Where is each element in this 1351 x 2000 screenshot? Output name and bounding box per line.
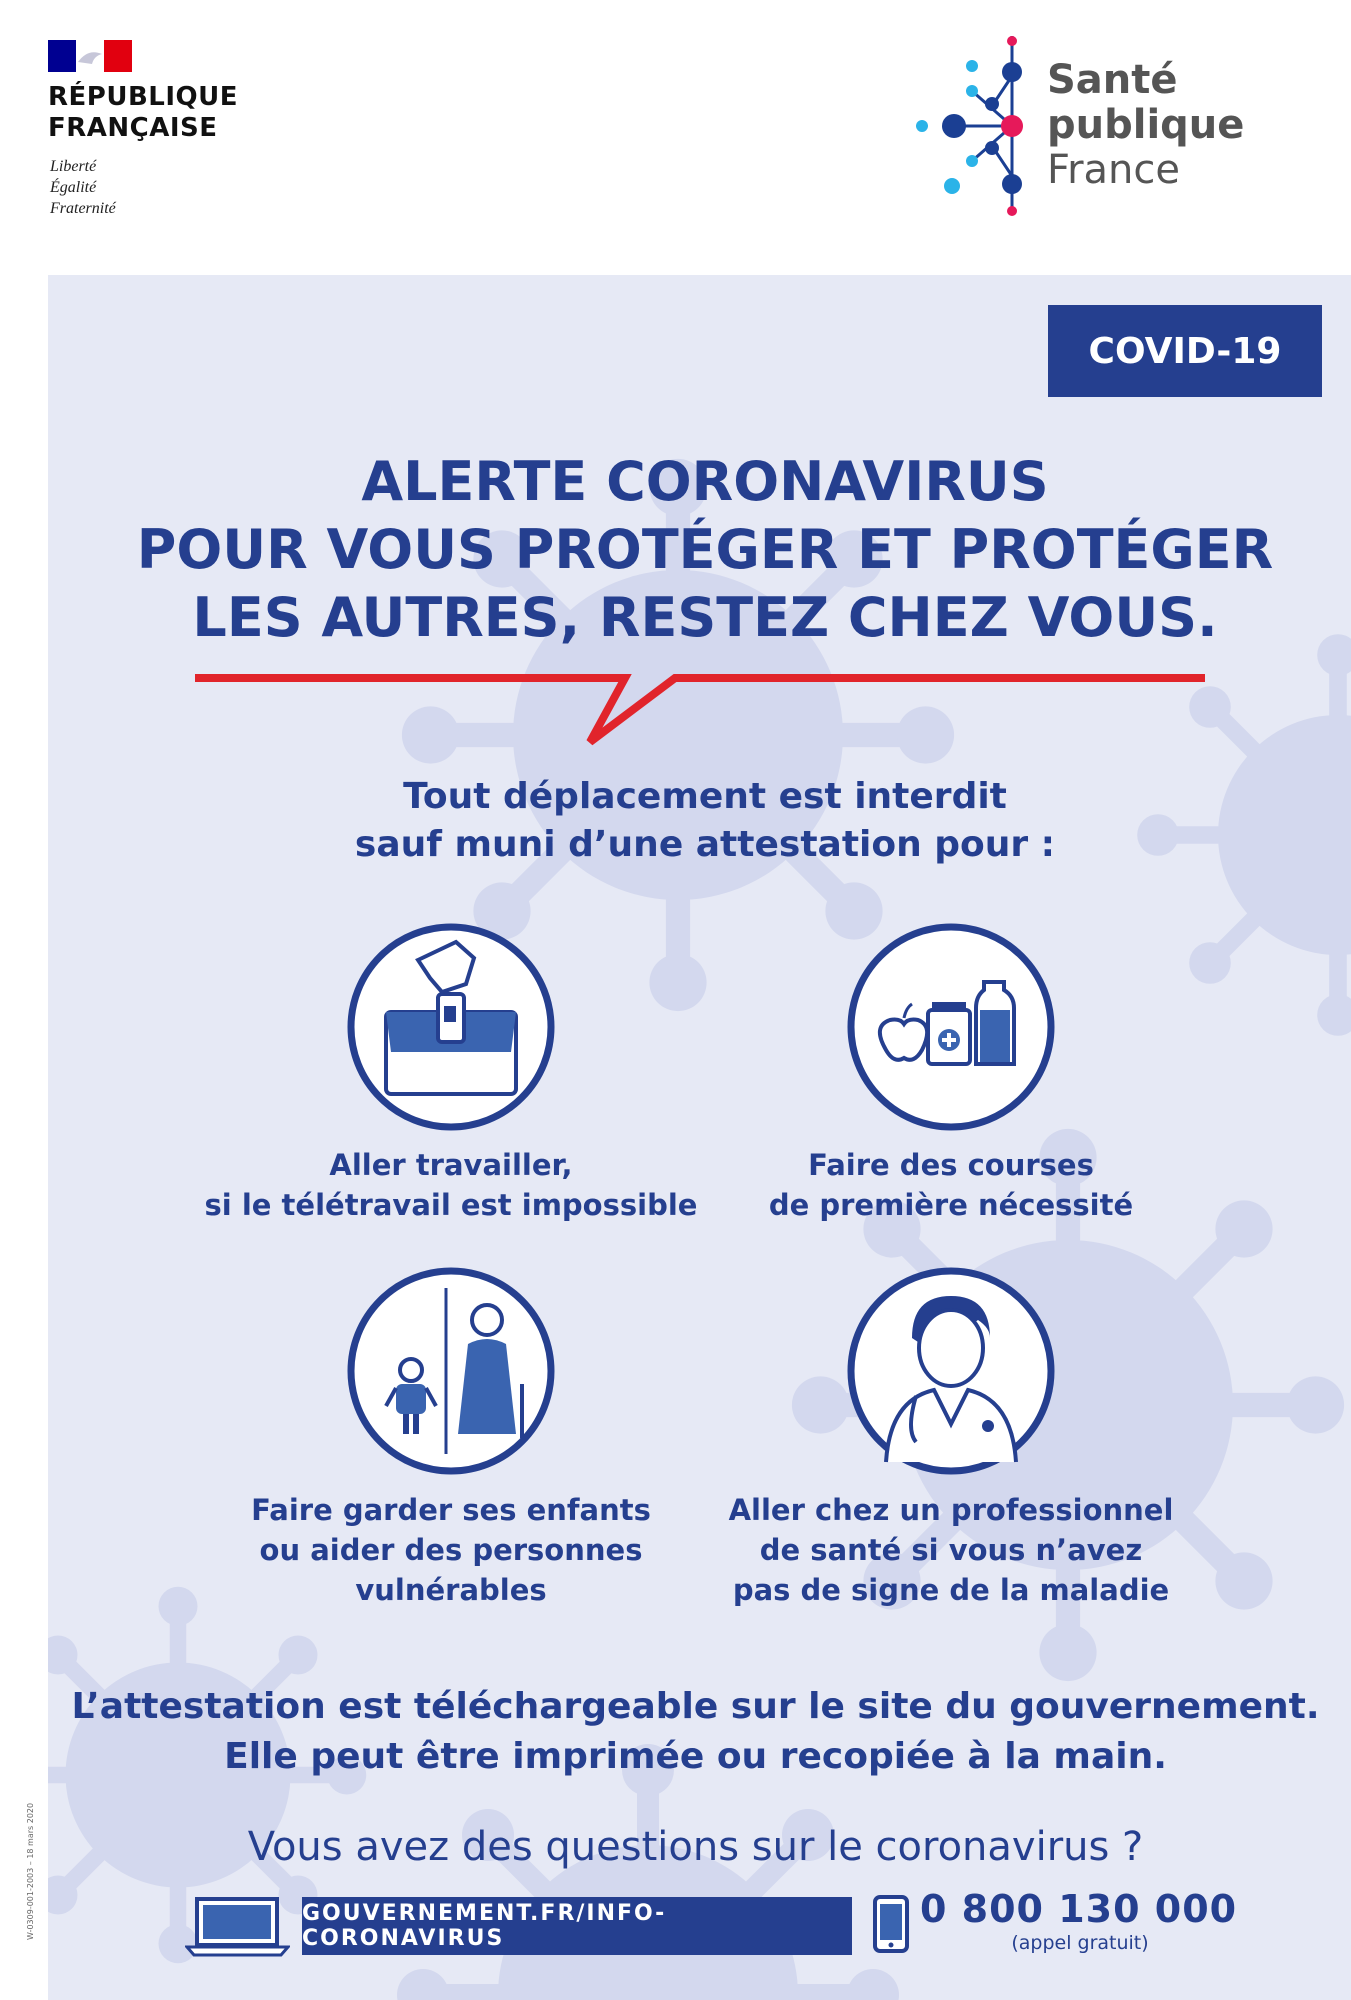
hotline-number[interactable]: 0 800 130 000 xyxy=(920,1887,1238,1931)
speech-bubble-underline xyxy=(195,670,1205,750)
phone-icon xyxy=(872,1894,910,1954)
sante-publique-france-logo-mark xyxy=(912,36,1032,216)
alert-title-line2: POUR VOUS PROTÉGER ET PROTÉGER xyxy=(136,518,1274,581)
hotline-note: (appel gratuit) xyxy=(1011,1932,1149,1954)
document-reference: W-0309-001-2003 – 18 mars 2020 xyxy=(26,1802,35,1940)
reason-doctor-caption: Aller chez un professionnel de santé si vous n’avez pas de signe de la maladie xyxy=(728,1493,1174,1607)
covid-19-badge: COVID-19 xyxy=(1048,305,1322,397)
travel-restriction-subtitle: Tout déplacement est interdit sauf muni d’une attestation pour : xyxy=(354,776,1056,865)
groceries-icon xyxy=(846,922,1056,1132)
alert-title-line3: LES AUTRES, RESTEZ CHEZ VOUS. xyxy=(192,586,1218,649)
briefcase-icon xyxy=(346,922,556,1132)
republique-motto: Liberté Égalité Fraternité xyxy=(50,158,116,217)
republique-francaise-flag-logo xyxy=(48,40,132,72)
attestation-note: L’attestation est téléchargeable sur le site du gouvernement. Elle peut être imprimée ou recopiée à la main. xyxy=(71,1686,1320,1777)
gouvernement-info-link[interactable]: GOUVERNEMENT.FR/INFO-CORONAVIRUS xyxy=(302,1897,852,1955)
republique-francaise-name: RÉPUBLIQUE FRANÇAISE xyxy=(48,82,238,143)
alert-title-line1: ALERTE CORONAVIRUS xyxy=(361,450,1049,513)
reason-childcare-caption: Faire garder ses enfants ou aider des personnes vulnérables xyxy=(251,1493,651,1607)
doctor-icon xyxy=(846,1266,1056,1476)
alert-title xyxy=(60,448,1350,652)
reason-work-caption: Aller travailler, si le télétravail est impossible xyxy=(204,1148,698,1222)
reason-groceries-caption: Faire des courses de première nécessité xyxy=(768,1148,1134,1222)
questions-heading: Vous avez des questions sur le coronavirus ? xyxy=(247,1824,1144,1870)
sante-publique-france-name: Santé publique France xyxy=(1047,57,1245,193)
child-elderly-icon xyxy=(346,1266,556,1476)
laptop-icon xyxy=(185,1895,290,1957)
